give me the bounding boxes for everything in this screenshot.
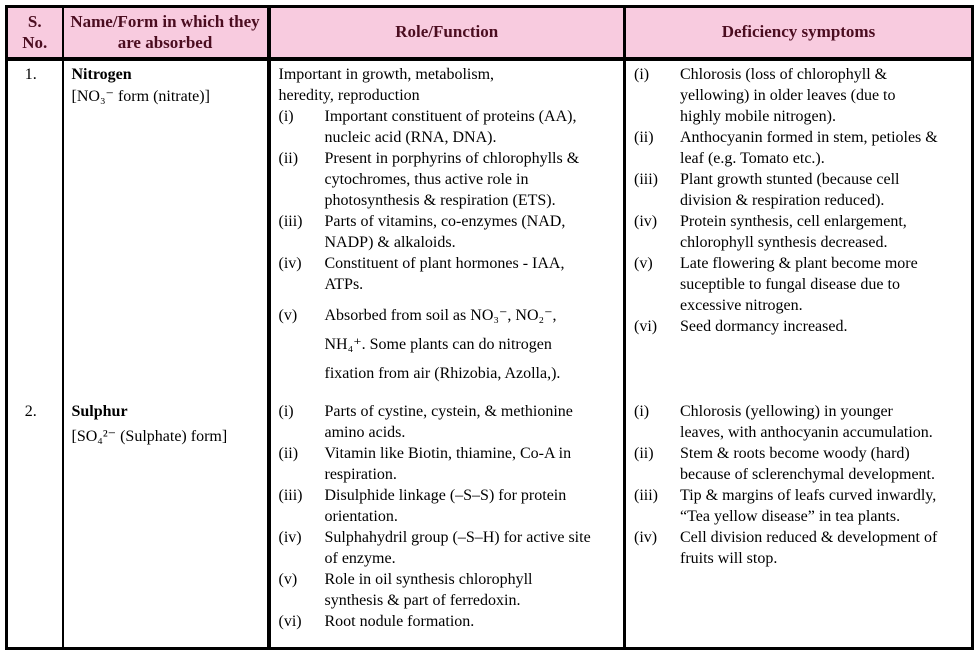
name-form-cell [63, 59, 269, 398]
role-function-cell [269, 59, 625, 398]
element-name: Sulphur [71, 403, 128, 421]
item-text: Disulphide linkage (–S–S) for protein orientation. [324, 487, 567, 526]
item-text: Chlorosis (loss of chlorophyll & yellowing) in older leaves (due to highly mobile nitrogen). [680, 66, 896, 126]
role-intro: Important in growth, metabolism, heredity, reproduction [278, 66, 495, 105]
item-number: (ii) [278, 445, 299, 463]
item-text: Protein synthesis, cell enlargement, chlorophyll synthesis decreased. [680, 213, 907, 252]
item-text: Constituent of plant hormones - IAA, ATPs. [324, 255, 565, 294]
role-function-cell [269, 398, 625, 649]
item-number: (ii) [634, 129, 654, 147]
role-item [279, 527, 618, 569]
header-row [7, 7, 973, 60]
item-text: Late flowering & plant become more suceptible to fungal disease due to excessive nitrogen. [680, 255, 918, 315]
table-row-nitrogen [7, 59, 973, 398]
deficiency-item [634, 401, 965, 443]
nutrient-table [5, 5, 974, 650]
deficiency-item [634, 443, 965, 485]
item-number: (ii) [278, 150, 299, 168]
deficiency-item [634, 211, 965, 253]
sno-cell: 2. [24, 403, 37, 421]
role-item [279, 148, 618, 211]
item-number: (vi) [634, 318, 658, 336]
deficiency-item [634, 127, 965, 169]
role-item [279, 301, 618, 388]
item-text: Cell division reduced & development of fruits will stop. [680, 529, 938, 568]
deficiency-item [634, 169, 965, 211]
item-number: (iii) [278, 213, 303, 231]
sno-cell: 1. [24, 66, 37, 84]
item-number: (i) [634, 66, 650, 84]
item-text: Sulphahydril group (–S–H) for active site of enzyme. [324, 529, 591, 568]
role-item [279, 211, 618, 253]
item-text: Plant growth stunted (because cell division & respiration reduced). [680, 171, 900, 210]
item-text: Present in porphyrins of chlorophylls & cytochromes, thus active role in photosynthesis & respiration (ETS). [324, 150, 580, 210]
item-text: Stem & roots become woody (hard) because of sclerenchymal development. [680, 445, 935, 484]
deficiency-cell [625, 59, 973, 398]
role-item [279, 401, 618, 443]
element-name: Nitrogen [71, 66, 132, 84]
item-text: Parts of cystine, cystein, & methionine amino acids. [324, 403, 573, 442]
item-number: (i) [278, 403, 294, 421]
header-role-function: Role/Function [269, 7, 625, 60]
deficiency-item [634, 253, 965, 316]
role-item [279, 443, 618, 485]
table-row-sulphur [7, 398, 973, 649]
role-item [279, 485, 618, 527]
item-text: Tip & margins of leafs curved inwardly, “Tea yellow disease” in tea plants. [680, 487, 937, 526]
item-number: (v) [278, 571, 298, 589]
deficiency-item [634, 316, 965, 337]
item-number: (iv) [634, 529, 658, 547]
deficiency-cell [625, 398, 973, 649]
item-number: (iv) [278, 529, 302, 547]
item-text: Vitamin like Biotin, thiamine, Co-A in respiration. [324, 445, 572, 484]
item-number: (i) [634, 403, 650, 421]
item-number: (iv) [634, 213, 658, 231]
header-name-form: Name/Form in which they are absorbed [63, 7, 269, 60]
item-text: Important constituent of proteins (AA), nucleic acid (RNA, DNA). [324, 108, 577, 147]
item-number: (iv) [278, 255, 302, 273]
name-form-cell [63, 398, 269, 649]
item-number: (iii) [634, 171, 658, 189]
item-number: (v) [634, 255, 653, 273]
item-number: (iii) [278, 487, 303, 505]
deficiency-item [634, 527, 965, 569]
role-item [279, 106, 618, 148]
item-text: Seed dormancy increased. [680, 318, 848, 336]
item-text: Anthocyanin formed in stem, petioles & leaf (e.g. Tomato etc.). [680, 129, 938, 168]
element-form: [SO₄²⁻ (Sulphate) form] [71, 428, 228, 446]
header-deficiency-symptoms: Deficiency symptoms [625, 7, 973, 60]
item-text: Chlorosis (yellowing) in younger leaves, with anthocyanin accumulation. [680, 403, 933, 442]
item-number: (vi) [278, 613, 302, 631]
deficiency-item [634, 485, 965, 527]
item-number: (v) [278, 307, 298, 325]
item-number: (iii) [634, 487, 658, 505]
item-text: Absorbed from soil as NO₃⁻, NO₂⁻, NH₄⁺. Some plants can do nitrogen fixation from air (Rhizobia, Azolla,). [324, 307, 561, 383]
item-text: Root nodule formation. [324, 613, 475, 631]
deficiency-item [634, 64, 965, 127]
item-text: Role in oil synthesis chlorophyll synthesis & part of ferredoxin. [324, 571, 533, 610]
item-text: Parts of vitamins, co-enzymes (NAD, NADP) & alkaloids. [324, 213, 566, 252]
role-item [279, 611, 618, 632]
header-sno: S. No. [7, 7, 63, 60]
item-number: (i) [278, 108, 294, 126]
item-number: (ii) [634, 445, 654, 463]
element-form: [NO₃⁻ form (nitrate)] [71, 88, 210, 106]
role-item [279, 253, 618, 295]
role-item [279, 569, 618, 611]
